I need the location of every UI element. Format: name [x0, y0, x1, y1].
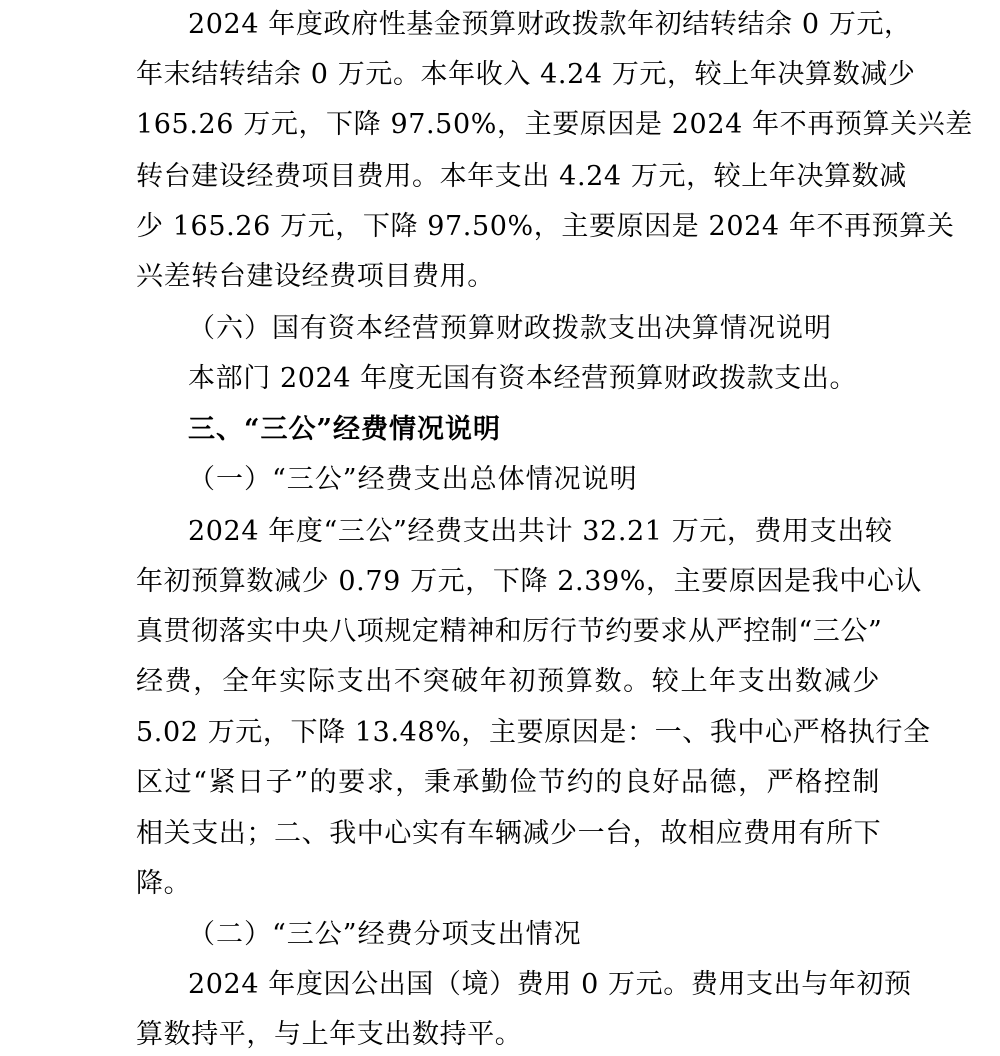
three-public-overall-line-2: 年初预算数减少 0.79 万元，下降 2.39%，主要原因是我中心认	[136, 566, 923, 597]
fund-budget-line-5: 少 165.26 万元，下降 97.50%，主要原因是 2024 年不再预算关	[136, 211, 955, 242]
three-public-overall-line-3: 真贯彻落实中央八项规定精神和厉行节约要求从严控制“三公”	[136, 616, 883, 647]
state-capital-body: 本部门 2024 年度无国有资本经营预算财政拨款支出。	[188, 363, 858, 394]
fund-budget-line-2: 年末结转结余 0 万元。本年收入 4.24 万元，较上年决算数减少	[136, 59, 916, 90]
state-capital-heading: （六）国有资本经营预算财政拨款支出决算情况说明	[188, 313, 832, 344]
fund-budget-line-1: 2024 年度政府性基金预算财政拨款年初结转结余 0 万元，	[188, 9, 912, 40]
fund-budget-line-6: 兴差转台建设经费项目费用。	[136, 261, 495, 292]
three-public-overall-line-6: 区过“紧日子”的要求，秉承勤俭节约的良好品德，严格控制	[136, 767, 880, 798]
three-public-itemized-line-2: 算数持平，与上年支出数持平。	[136, 1019, 523, 1050]
fund-budget-line-4: 转台建设经费项目费用。本年支出 4.24 万元，较上年决算数减	[136, 161, 907, 192]
three-public-overall-line-4: 经费，全年实际支出不突破年初预算数。较上年支出数减少	[136, 666, 880, 697]
three-public-overall-line-5: 5.02 万元，下降 13.48%，主要原因是：一、我中心严格执行全	[136, 717, 931, 748]
three-public-overall-line-1: 2024 年度“三公”经费支出共计 32.21 万元，费用支出较	[188, 516, 893, 547]
three-public-itemized-line-1: 2024 年度因公出国（境）费用 0 万元。费用支出与年初预	[188, 969, 912, 1000]
fund-budget-line-3: 165.26 万元，下降 97.50%，主要原因是 2024 年不再预算关兴差	[136, 109, 973, 140]
three-public-overall-line-7: 相关支出；二、我中心实有车辆减少一台，故相应费用有所下	[136, 818, 882, 849]
three-public-overall-line-8: 降。	[136, 868, 192, 899]
three-public-itemized-heading: （二）“三公”经费分项支出情况	[188, 919, 582, 950]
three-public-overall-heading: （一）“三公”经费支出总体情况说明	[188, 464, 638, 495]
three-public-heading: 三、“三公”经费情况说明	[188, 414, 502, 445]
